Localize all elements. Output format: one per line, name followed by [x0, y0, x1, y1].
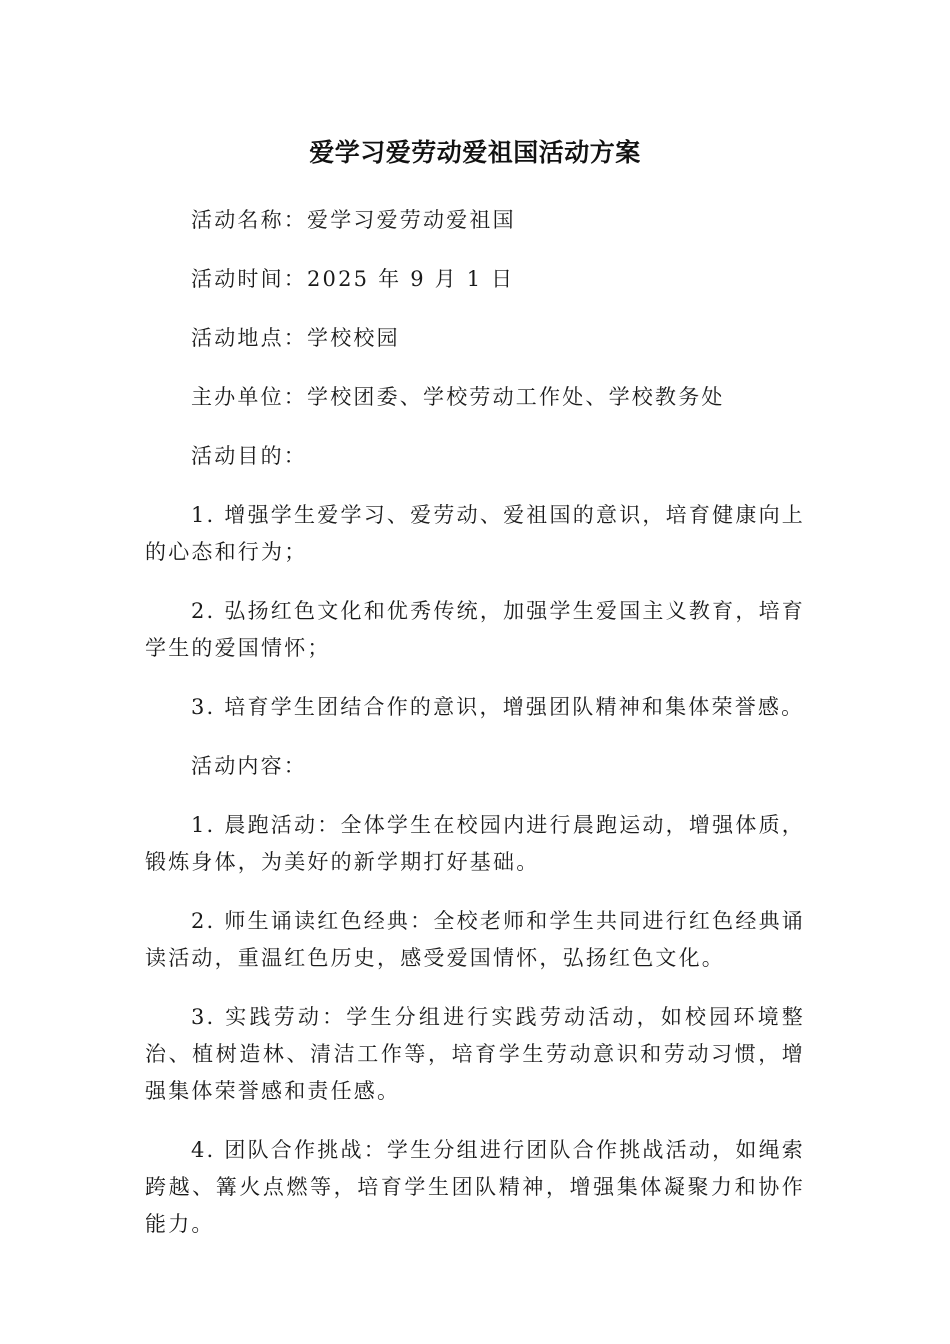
paragraph-content-1: 1. 晨跑活动：全体学生在校园内进行晨跑运动，增强体质，锻炼身体，为美好的新学期打好基础。: [145, 813, 805, 874]
paragraph-purpose-3: 3. 培育学生团结合作的意识，增强团队精神和集体荣誉感。: [191, 695, 805, 719]
paragraph-purpose-2: 2. 弘扬红色文化和优秀传统，加强学生爱国主义教育，培育学生的爱国情怀；: [145, 599, 805, 660]
paragraph-purpose-1: 1. 增强学生爱学习、爱劳动、爱祖国的意识，培育健康向上的心态和行为；: [145, 503, 805, 564]
paragraph-activity-time: 活动时间：2025 年 9 月 1 日: [191, 267, 515, 291]
paragraph-content-heading: 活动内容：: [191, 754, 307, 778]
paragraph-content-4: 4. 团队合作挑战：学生分组进行团队合作挑战活动，如绳索跨越、篝火点燃等，培育学生团队精神，增强集体凝聚力和协作能力。: [145, 1138, 805, 1236]
document-title: 爱学习爱劳动爱祖国活动方案: [309, 138, 641, 167]
paragraph-activity-name: 活动名称：爱学习爱劳动爱祖国: [191, 208, 516, 232]
document-body: [145, 202, 805, 1265]
paragraph-content-3: 3. 实践劳动：学生分组进行实践劳动活动，如校园环境整治、植树造林、清洁工作等，培育学生劳动意识和劳动习惯，增强集体荣誉感和责任感。: [145, 1005, 805, 1103]
paragraph-content-2: 2. 师生诵读红色经典：全校老师和学生共同进行红色经典诵读活动，重温红色历史，感受爱国情怀，弘扬红色文化。: [145, 909, 805, 970]
paragraph-organizer: 主办单位：学校团委、学校劳动工作处、学校教务处: [191, 385, 725, 409]
paragraph-purpose-heading: 活动目的：: [191, 444, 307, 468]
paragraph-activity-location: 活动地点：学校校园: [191, 326, 400, 350]
